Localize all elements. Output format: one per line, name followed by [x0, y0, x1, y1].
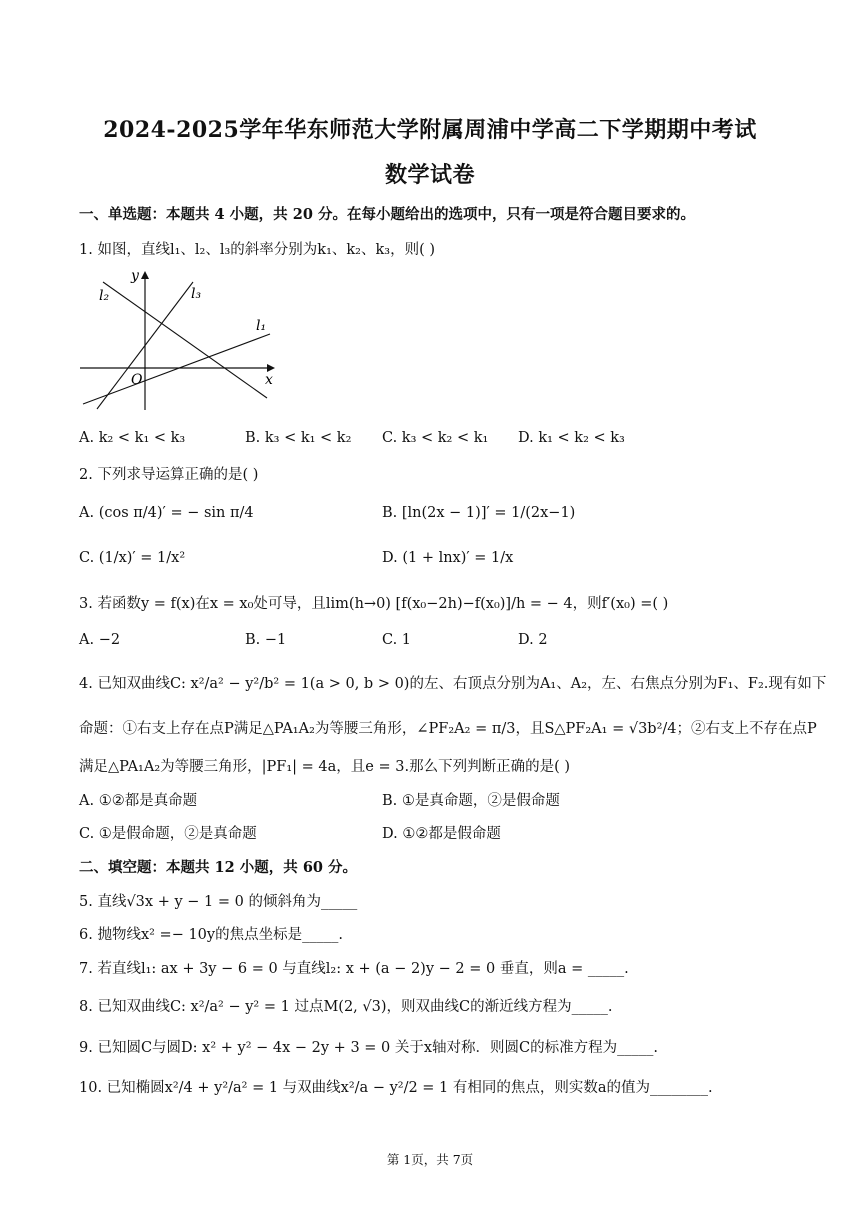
label-l3: l₃	[191, 286, 202, 302]
question-10-stem: 10. 已知椭圆x²/4 + y²/a² = 1 与双曲线x²/a − y²/2 = 1 有相同的焦点，则实数a的值为________.	[79, 1080, 713, 1096]
question-3-option-b: B. −1	[245, 632, 287, 648]
question-4-line-2: 命题：①右支上存在点P满足△PA₁A₂为等腰三角形，∠PF₂A₂ = π/3，且S△PF₂A₁ = √3b²/4；②右支上不存在点P	[79, 721, 817, 737]
question-7-stem: 7. 若直线l₁: ax + 3y − 6 = 0 与直线l₂: x + (a − 2)y − 2 = 0 垂直，则a = _____.	[79, 961, 629, 977]
section-1-heading: 一、单选题：本题共 4 小题，共 20 分。在每小题给出的选项中，只有一项是符合题目要求的。	[79, 206, 695, 223]
question-4-line-1: 4. 已知双曲线C: x²/a² − y²/b² = 1(a > 0, b > 0)的左、右顶点分别为A₁、A₂，左、右焦点分别为F₁、F₂.现有如下	[79, 676, 827, 692]
page-footer: 第 1页，共 7页	[386, 1152, 474, 1167]
question-1-option-d: D. k₁ < k₂ < k₃	[518, 430, 625, 446]
exam-title: 2024-2025学年华东师范大学附属周浦中学高二下学期期中考试	[103, 117, 757, 143]
question-4-option-d: D. ①②都是假命题	[382, 826, 501, 842]
question-5-stem: 5. 直线√3x + y − 1 = 0 的倾斜角为_____	[79, 894, 358, 910]
question-1-option-b: B. k₃ < k₁ < k₂	[245, 430, 352, 446]
exam-subtitle: 数学试卷	[384, 162, 475, 188]
question-2-option-b: B. [ln(2x − 1)]′ = 1/(2x−1)	[382, 505, 576, 521]
label-y: y	[131, 268, 139, 284]
question-3-option-a: A. −2	[79, 632, 121, 648]
question-1-stem: 1. 如图，直线l₁、l₂、l₃的斜率分别为k₁、k₂、k₃，则( )	[79, 242, 436, 258]
label-origin: O	[131, 372, 143, 388]
question-8-stem: 8. 已知双曲线C: x²/a² − y² = 1 过点M(2, √3)，则双曲线C的渐近线方程为_____.	[79, 999, 613, 1015]
label-x: x	[265, 372, 273, 388]
question-1-option-a: A. k₂ < k₁ < k₃	[79, 430, 186, 446]
line-l1	[83, 334, 270, 404]
question-6-stem: 6. 抛物线x² =− 10y的焦点坐标是_____.	[79, 927, 343, 943]
label-l2: l₂	[99, 288, 110, 304]
question-2-option-d: D. (1 + lnx)′ = 1/x	[382, 550, 514, 566]
x-axis-arrow	[267, 364, 275, 372]
question-3-option-c: C. 1	[382, 632, 412, 648]
question-3-stem: 3. 若函数y = f(x)在x = x₀处可导，且lim(h→0) [f(x₀−2h)−f(x₀)]/h = − 4，则f′(x₀) =( )	[79, 596, 669, 612]
question-1-figure	[75, 262, 285, 417]
label-l1: l₁	[256, 318, 267, 334]
question-2-option-a: A. (cos π/4)′ = − sin π/4	[79, 505, 254, 521]
question-4-line-3: 满足△PA₁A₂为等腰三角形，|PF₁| = 4a，且e = 3.那么下列判断正确的是( )	[79, 759, 570, 775]
question-4-option-a: A. ①②都是真命题	[79, 793, 198, 809]
question-2-stem: 2. 下列求导运算正确的是( )	[79, 467, 259, 483]
question-1-option-c: C. k₃ < k₂ < k₁	[382, 430, 489, 446]
section-2-heading: 二、填空题：本题共 12 小题，共 60 分。	[79, 859, 358, 876]
y-axis-arrow	[141, 271, 149, 279]
line-l2	[103, 282, 267, 398]
question-3-option-d: D. 2	[518, 632, 548, 648]
question-4-option-c: C. ①是假命题，②是真命题	[79, 826, 257, 842]
question-4-option-b: B. ①是真命题，②是假命题	[382, 793, 560, 809]
question-2-option-c: C. (1/x)′ = 1/x²	[79, 550, 186, 566]
question-9-stem: 9. 已知圆C与圆D: x² + y² − 4x − 2y + 3 = 0 关于x轴对称．则圆C的标准方程为_____.	[79, 1040, 658, 1056]
